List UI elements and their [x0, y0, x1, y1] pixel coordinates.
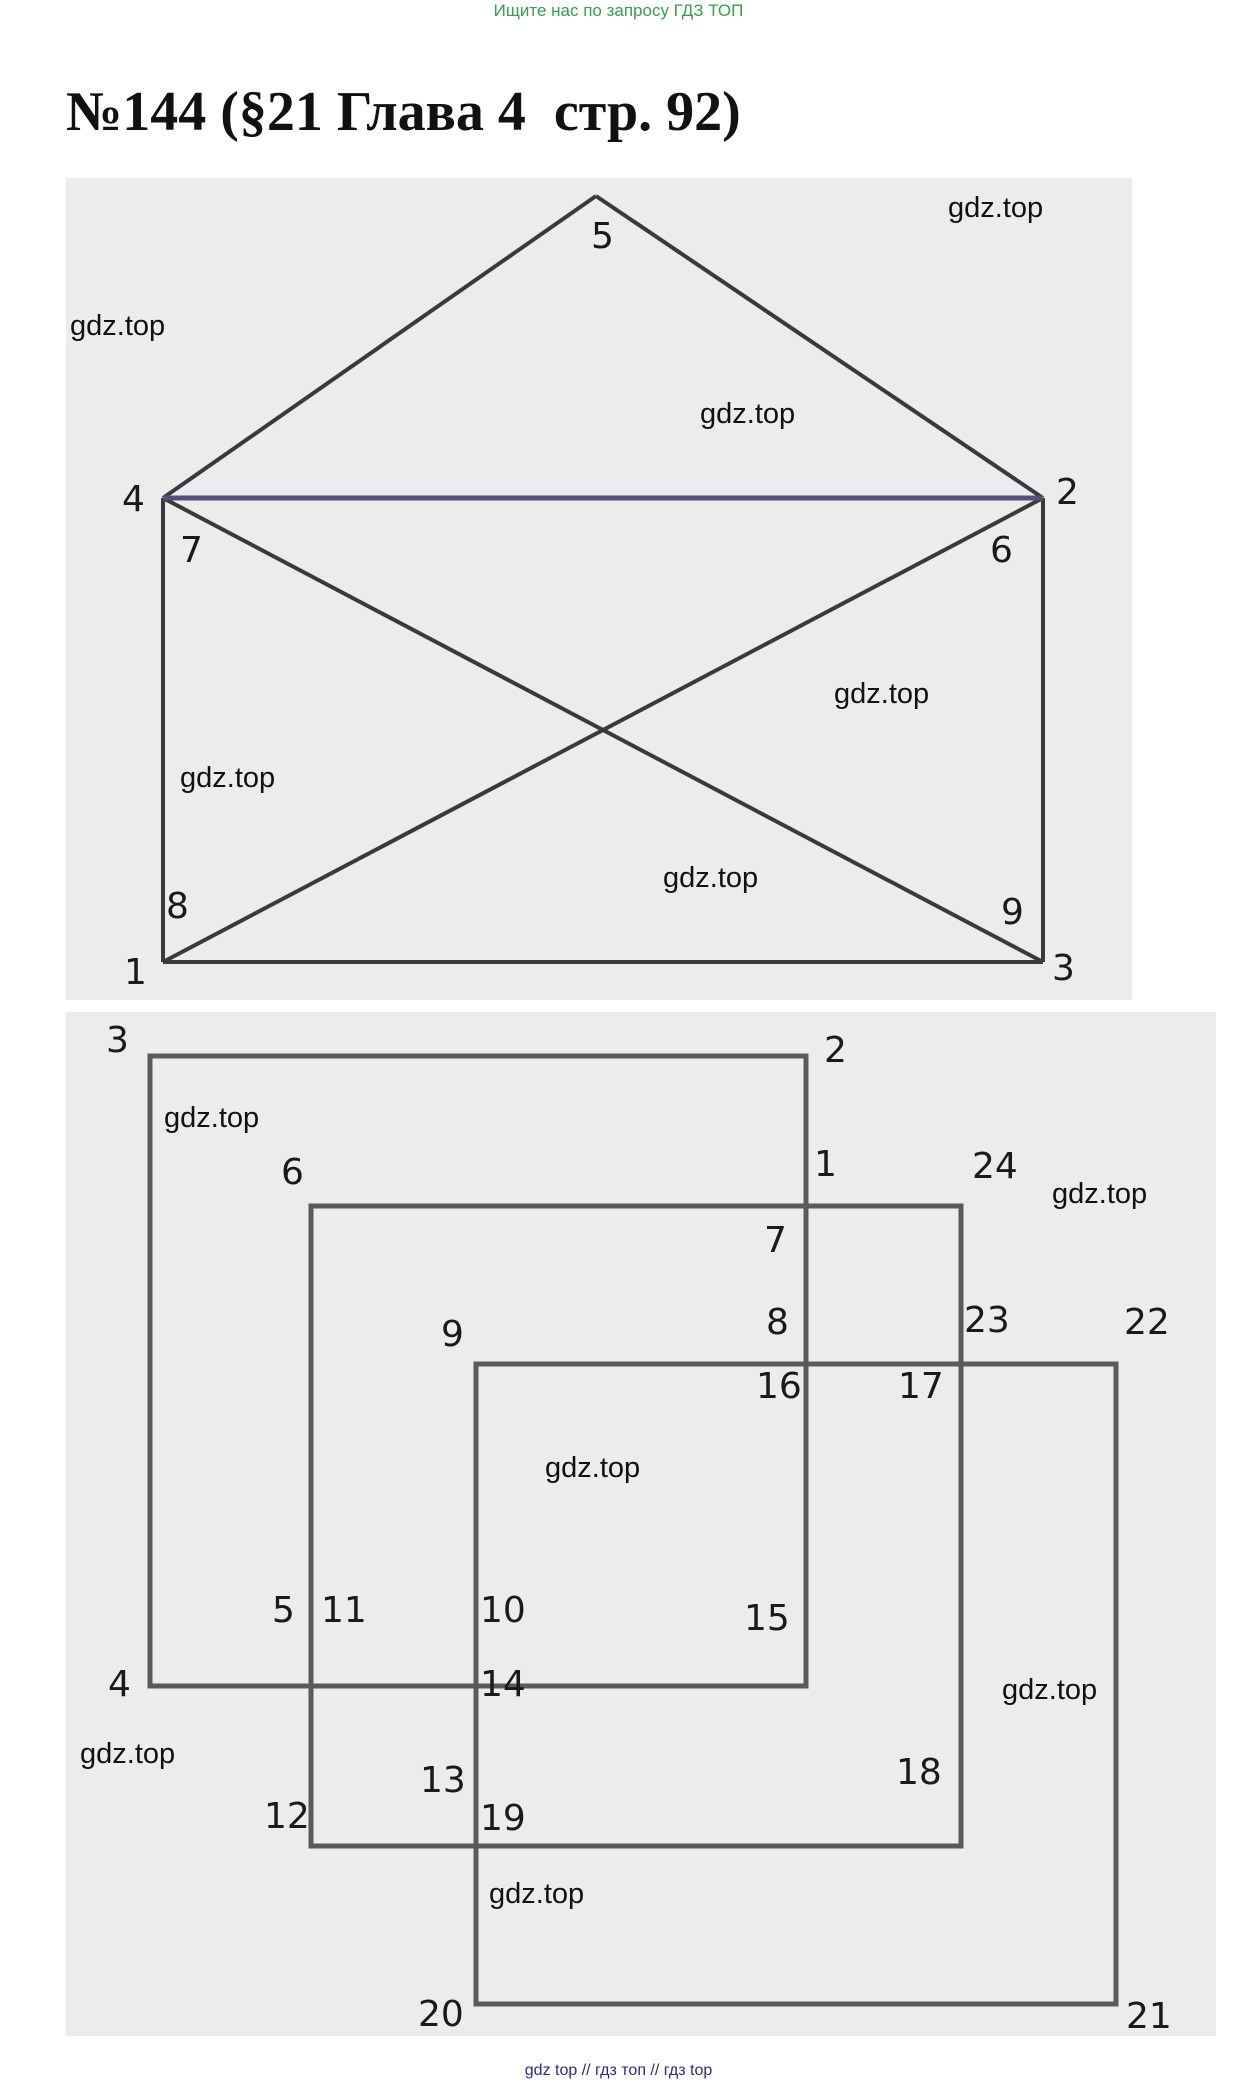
top-search-link[interactable]: Ищите нас по запросу ГДЗ ТОП [493, 1, 744, 20]
figure-rectangles [66, 1012, 1216, 2036]
watermark: gdz.top [70, 310, 166, 342]
vertex-label: 22 [1124, 1302, 1170, 1343]
figure-background [66, 178, 1132, 1000]
vertex-label: 6 [990, 530, 1013, 571]
vertex-label: 8 [166, 886, 189, 927]
watermark: gdz.top [1052, 1178, 1148, 1210]
vertex-label: 5 [591, 216, 614, 257]
vertex-label: 19 [480, 1798, 526, 1839]
watermark: gdz.top [700, 398, 796, 430]
vertex-label: 21 [1126, 1996, 1172, 2036]
vertex-label: 15 [744, 1598, 790, 1639]
vertex-label: 10 [480, 1590, 526, 1631]
vertex-label: 3 [106, 1020, 129, 1061]
figure-envelope [66, 178, 1132, 1000]
watermark: gdz.top [164, 1102, 260, 1134]
footer-links[interactable]: gdz top // гдз топ // гдз top [524, 2062, 713, 2079]
vertex-label: 9 [441, 1314, 464, 1355]
vertex-label: 8 [766, 1302, 789, 1343]
watermark: gdz.top [1002, 1674, 1098, 1706]
vertex-label: 4 [122, 479, 145, 520]
vertex-label: 7 [180, 530, 203, 571]
vertex-label: 9 [1001, 892, 1024, 933]
watermark: gdz.top [948, 192, 1044, 224]
rectangles-svg [66, 1012, 1216, 2036]
vertex-label: 12 [264, 1796, 310, 1837]
watermark: gdz.top [489, 1878, 585, 1910]
envelope-svg [66, 178, 1132, 1000]
vertex-label: 17 [898, 1366, 944, 1407]
vertex-label: 1 [124, 952, 147, 993]
vertex-label: 2 [1056, 472, 1079, 513]
vertex-label: 20 [418, 1994, 464, 2035]
vertex-label: 6 [281, 1152, 304, 1193]
vertex-label: 14 [480, 1664, 526, 1705]
vertex-label: 2 [824, 1030, 847, 1071]
page-title: №144 (§21 Глава 4 стр. 92) [66, 81, 741, 143]
vertex-label: 13 [420, 1760, 466, 1801]
vertex-label: 18 [896, 1752, 942, 1793]
vertex-label: 16 [756, 1366, 802, 1407]
vertex-label: 4 [108, 1664, 131, 1705]
vertex-label: 11 [321, 1590, 367, 1631]
vertex-label: 23 [964, 1300, 1010, 1341]
vertex-label: 1 [814, 1144, 837, 1185]
watermark: gdz.top [663, 862, 759, 894]
watermark: gdz.top [834, 678, 930, 710]
watermark: gdz.top [545, 1452, 641, 1484]
watermark: gdz.top [180, 762, 276, 794]
vertex-label: 7 [764, 1220, 787, 1261]
vertex-label: 5 [272, 1590, 295, 1631]
vertex-label: 3 [1052, 948, 1075, 989]
watermark: gdz.top [80, 1738, 176, 1770]
figure-background [66, 1012, 1216, 2036]
vertex-label: 24 [972, 1146, 1018, 1187]
